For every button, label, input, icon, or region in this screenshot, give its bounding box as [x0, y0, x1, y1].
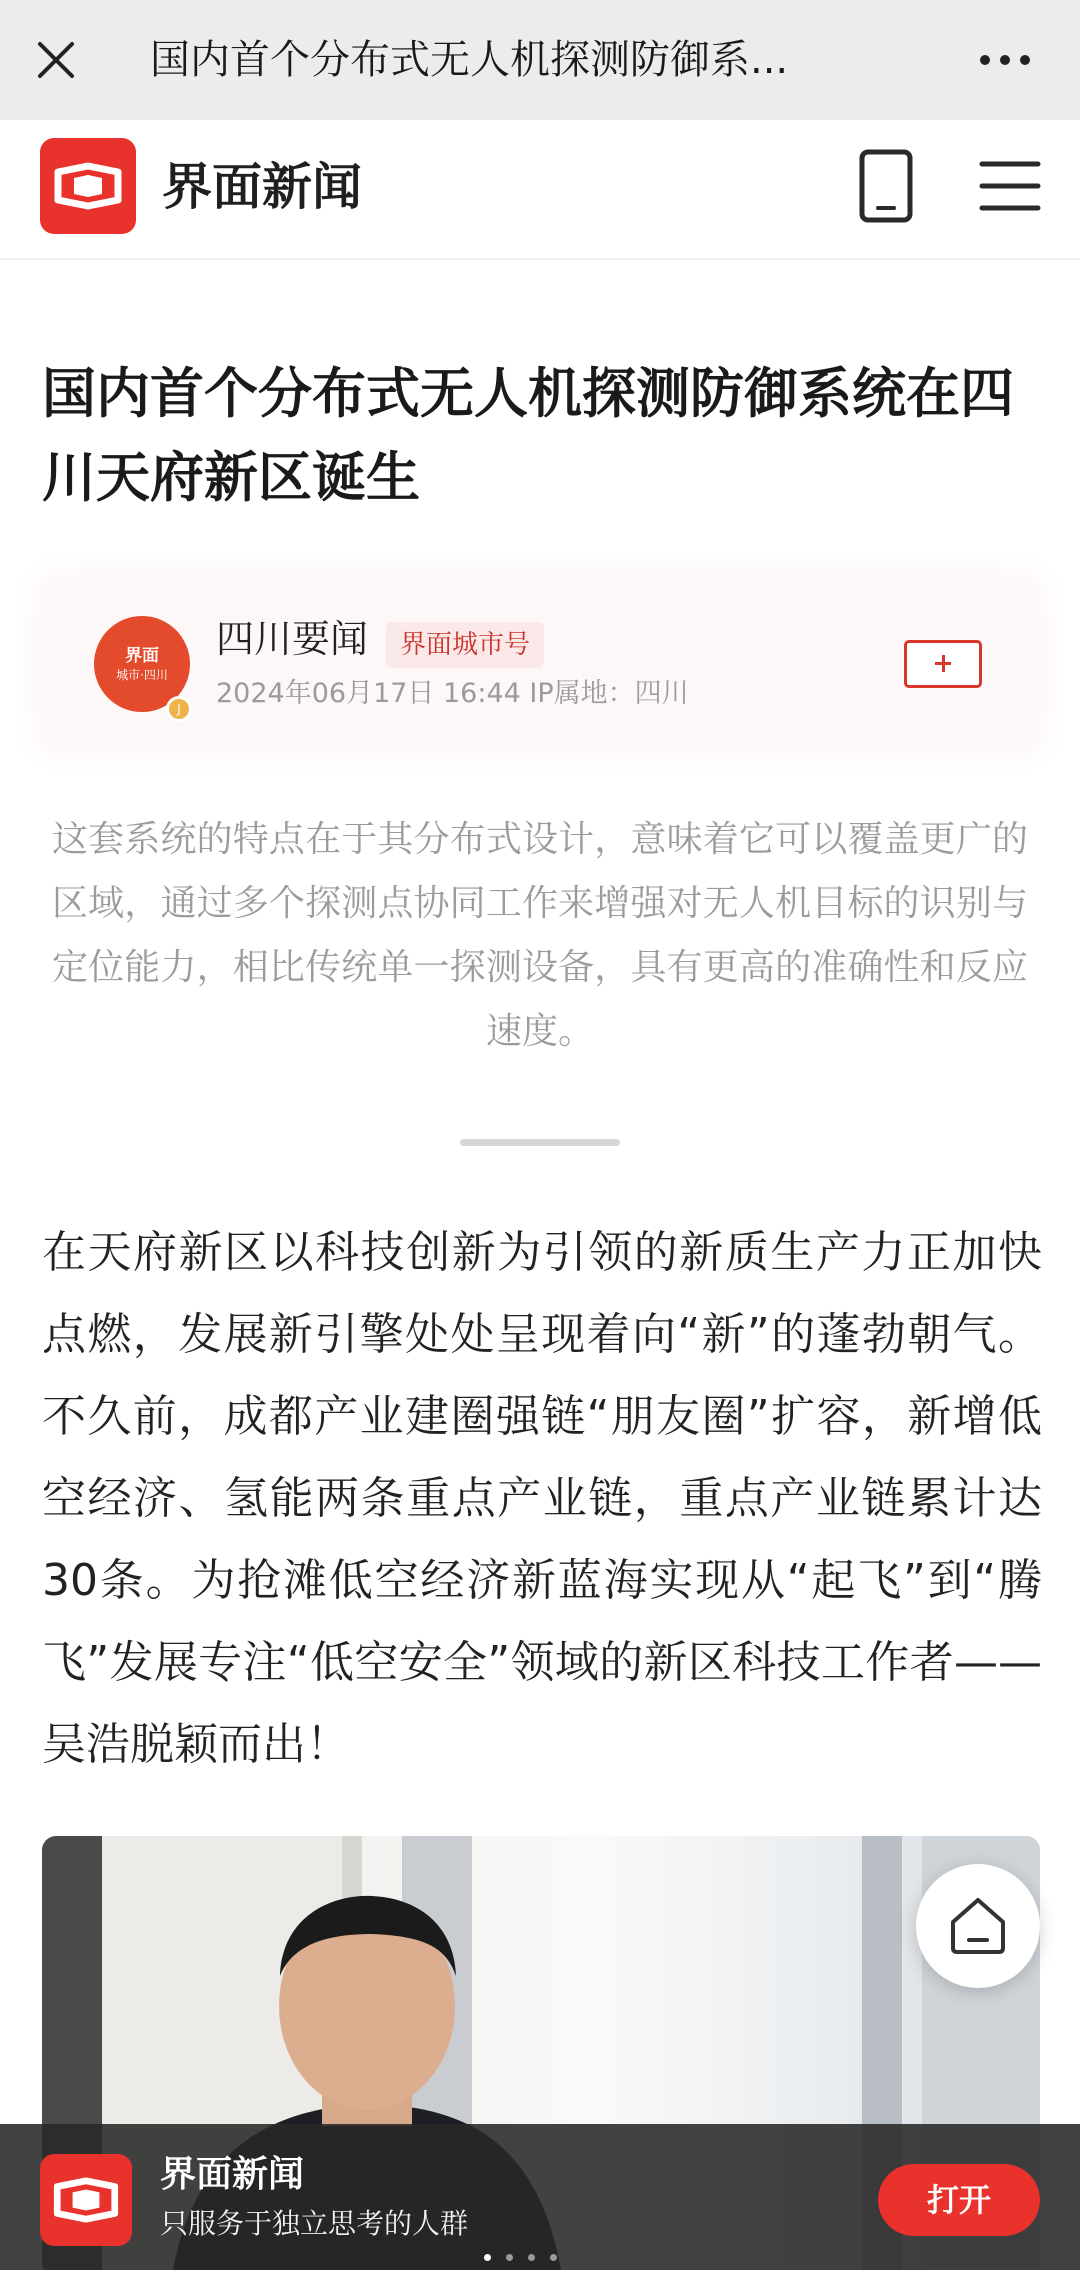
banner-logo: [40, 2154, 132, 2246]
carousel-dot: [528, 2254, 535, 2261]
brand-logo-icon: [40, 2154, 132, 2246]
close-icon[interactable]: [32, 36, 80, 84]
carousel-dot: [506, 2254, 513, 2261]
app-header: [0, 120, 1080, 260]
carousel-dot: [550, 2254, 557, 2261]
brand-name: 界面新闻: [162, 158, 362, 216]
avatar-text: 界面: [125, 646, 159, 666]
home-button[interactable]: [916, 1864, 1040, 1988]
banner-slogan: 只服务于独立思考的人群: [160, 2207, 469, 2240]
banner-app-name: 界面新闻: [160, 2154, 305, 2195]
author-card: [42, 578, 1038, 748]
article-body: 在天府新区以科技创新为引领的新质生产力正加快点燃，发展新引擎处处呈现着向“新”的蓬勃朝气。不久前，成都产业建圈强链“朋友圈”扩容，新增低空经济、氢能两条重点产业链，重点产业链累计达30条。为抢滩低空经济新蓝海实现从“起飞”到“腾飞”发展专注“低空安全”领域的新区科技工作者——吴浩脱颖而出！: [42, 1227, 1042, 1770]
app-promo-banner[interactable]: [0, 2124, 1080, 2270]
hamburger-menu-icon[interactable]: [978, 156, 1042, 216]
tablet-icon[interactable]: [858, 148, 914, 224]
author-avatar[interactable]: [94, 616, 190, 716]
open-app-button[interactable]: 打开: [878, 2164, 1040, 2236]
carousel-dots: [484, 2254, 596, 2264]
author-tag: 界面城市号: [386, 622, 544, 668]
section-divider: [460, 1139, 620, 1146]
plus-icon-stem: [942, 655, 945, 672]
webview-title: 国内首个分布式无人机探测防御系...: [150, 37, 789, 83]
avatar-subtext: 城市·四川: [116, 668, 168, 682]
webview-top-bar: [0, 0, 1080, 120]
author-meta: 2024年06月17日 16:44 IP属地：四川: [216, 678, 689, 709]
brand-logo-icon: [40, 138, 136, 234]
brand-logo[interactable]: [40, 138, 136, 234]
more-dots-icon[interactable]: [975, 40, 1035, 80]
follow-button[interactable]: [904, 640, 982, 688]
home-icon: [947, 1894, 1009, 1956]
article-title: 国内首个分布式无人机探测防御系统在四川天府新区诞生: [42, 362, 1014, 509]
verified-badge: J: [166, 696, 192, 722]
author-name[interactable]: 四川要闻: [216, 617, 369, 661]
carousel-dot-active: [484, 2254, 491, 2261]
article-summary: 这套系统的特点在于其分布式设计，意味着它可以覆盖更广的区域，通过多个探测点协同工作来增强对无人机目标的识别与定位能力，相比传统单一探测设备，具有更高的准确性和反应速度。: [52, 819, 1028, 1052]
